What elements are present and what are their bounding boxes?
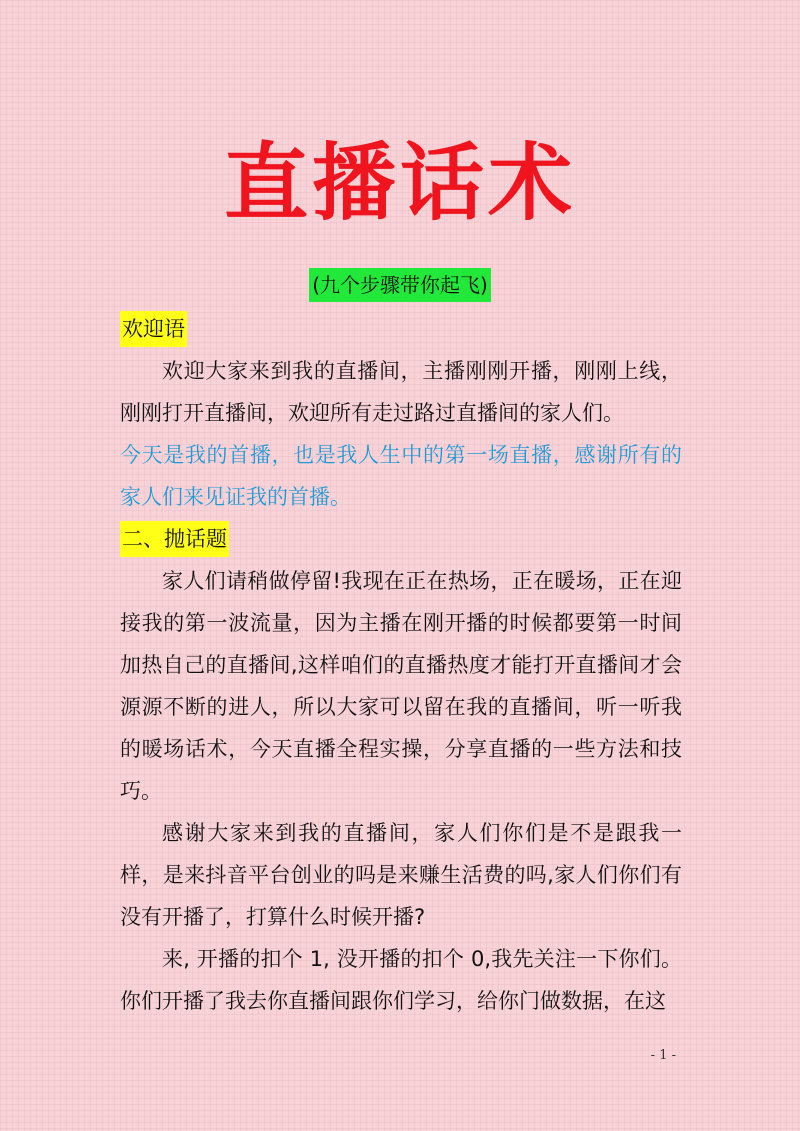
document-body: [120, 308, 682, 1022]
subtitle-container: [0, 268, 800, 302]
paragraph: 欢迎大家来到我的直播间，主播刚刚开播，刚刚上线，刚刚打开直播间，欢迎所有走过路过直播间的家人们。: [120, 359, 682, 425]
page-number: - 1 -: [650, 1048, 676, 1063]
paragraph: 家人们请稍做停留!我现在正在热场，正在暖场，正在迎接我的第一波流量，因为主播在刚开播的时候都要第一时间加热自己的直播间,这样咱们的直播热度才能打开直播间才会源源不断的进人，所以大家可以留在我的直播间，听一听我的暖场话术，今天直播全程实操，分享直播的一些方法和技巧。: [120, 569, 682, 803]
document-title: 直播话术: [223, 134, 576, 232]
paragraph: 感谢大家来到我的直播间，家人们你们是不是跟我一样，是来抖音平台创业的吗是来赚生活费的吗,家人们你们有没有开播了，打算什么时候开播?: [120, 821, 682, 929]
section-heading-welcome: 欢迎语: [120, 311, 187, 347]
paragraph: 来, 开播的扣个 1, 没开播的扣个 0,我先关注一下你们。你们开播了我去你直播间跟你们学习，给你门做数据，在这: [120, 947, 682, 1013]
highlight-paragraph: 今天是我的首播，也是我人生中的第一场直播，感谢所有的家人们来见证我的首播。: [120, 443, 682, 509]
section-welcome: [120, 308, 682, 518]
section-heading-topic: 二、抛话题: [120, 521, 229, 557]
section-topic: [120, 518, 682, 1022]
document-subtitle: (九个步骤带你起飞): [309, 268, 491, 302]
